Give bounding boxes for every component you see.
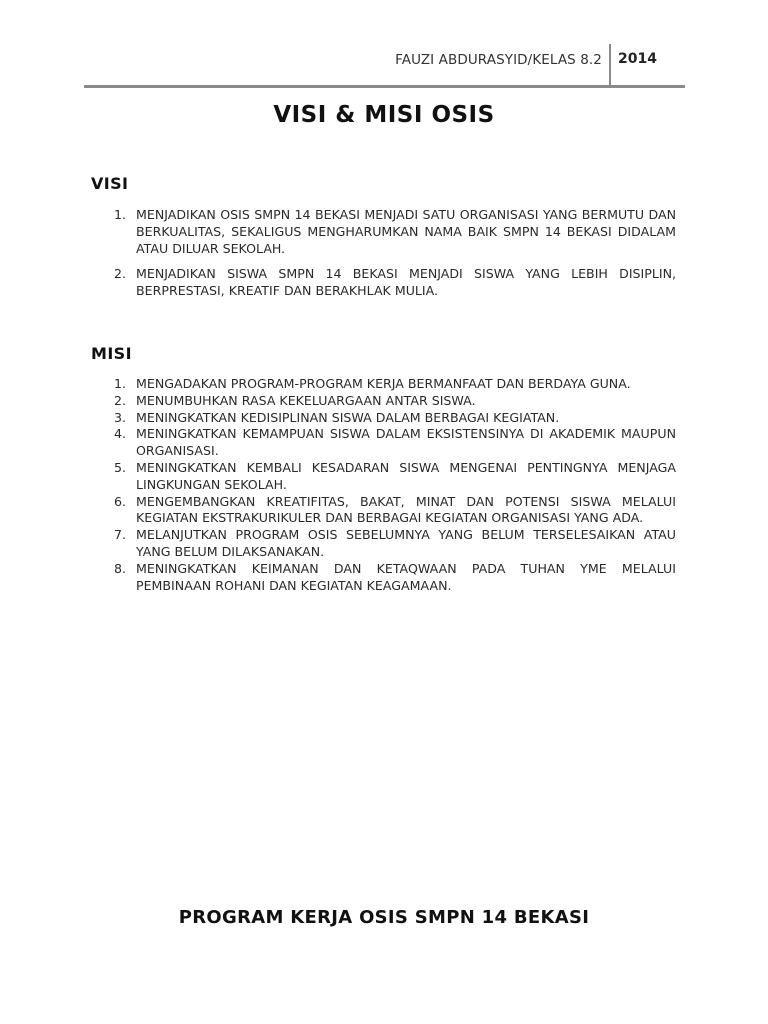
page-header <box>84 44 685 86</box>
list-item <box>106 266 676 300</box>
list-item <box>106 494 676 528</box>
list-item-number: 8. <box>114 560 127 576</box>
list-item-text: MENINGKATKAN KEMAMPUAN SISWA DALAM EKSISTENSINYA DI AKADEMIK MAUPUN ORGANISASI. <box>136 426 676 459</box>
list-item-text: MENINGKATKAN KEMBALI KESADARAN SISWA MENGENAI PENTINGNYA MENJAGA LINGKUNGAN SEKOLAH. <box>136 459 676 492</box>
list-item <box>106 561 676 595</box>
list-item-number: 1. <box>114 207 127 222</box>
list-item <box>106 426 676 460</box>
misi-list <box>106 376 676 594</box>
list-item <box>106 410 676 427</box>
page-title: VISI & MISI OSIS <box>273 102 495 128</box>
misi-heading: MISI <box>91 344 132 363</box>
list-item <box>106 207 676 257</box>
footer-title: PROGRAM KERJA OSIS SMPN 14 BEKASI <box>178 907 590 928</box>
header-author: FAUZI ABDURASYID/KELAS 8.2 <box>395 52 602 68</box>
list-item-number: 1. <box>114 376 127 391</box>
visi-list <box>106 207 676 309</box>
list-item <box>106 460 676 494</box>
list-item-text: MENGEMBANGKAN KREATIFITAS, BAKAT, MINAT DAN POTENSI SISWA MELALUI KEGIATAN EKSTRAKURIKULER DAN BERBAGAI KEGIATAN ORGANISASI YANG ADA. <box>136 493 676 526</box>
list-item-number: 2. <box>114 392 127 408</box>
list-item-number: 3. <box>114 409 127 425</box>
list-item <box>106 393 676 410</box>
list-item-number: 7. <box>114 527 127 543</box>
header-divider <box>609 44 611 86</box>
list-item-number: 2. <box>114 266 127 282</box>
list-item-text: MELANJUTKAN PROGRAM OSIS SEBELUMNYA YANG BELUM TERSELESAIKAN ATAU YANG BELUM DILAKSANAKAN. <box>136 527 676 559</box>
list-item-text: MENUMBUHKAN RASA KEKELUARGAAN ANTAR SISWA. <box>136 392 476 408</box>
list-item-number: 4. <box>114 426 127 442</box>
header-rule <box>84 85 685 88</box>
list-item <box>106 527 676 561</box>
list-item-text: MENJADIKAN SISWA SMPN 14 BEKASI MENJADI SISWA YANG LEBIH DISIPLIN, BERPRESTASI, KREATIF DAN BERAKHLAK MULIA. <box>136 266 676 299</box>
visi-heading: VISI <box>91 174 129 193</box>
list-item-number: 6. <box>114 493 127 509</box>
header-year: 2014 <box>618 51 657 67</box>
list-item-text: MENINGKATKAN KEIMANAN DAN KETAQWAAN PADA TUHAN YME MELALUI PEMBINAAN ROHANI DAN KEGIATAN KEAGAMAAN. <box>136 560 676 593</box>
list-item-text: MENINGKATKAN KEDISIPLINAN SISWA DALAM BERBAGAI KEGIATAN. <box>136 409 560 425</box>
list-item-text: MENGADAKAN PROGRAM-PROGRAM KERJA BERMANFAAT DAN BERDAYA GUNA. <box>136 376 631 391</box>
list-item-number: 5. <box>114 459 127 475</box>
list-item <box>106 376 676 393</box>
list-item-text: MENJADIKAN OSIS SMPN 14 BEKASI MENJADI SATU ORGANISASI YANG BERMUTU DAN BERKUALITAS, SEKALIGUS MENGHARUMKAN NAMA BAIK SMPN 14 BEKASI DIDALAM ATAU DILUAR SEKOLAH. <box>136 207 676 256</box>
